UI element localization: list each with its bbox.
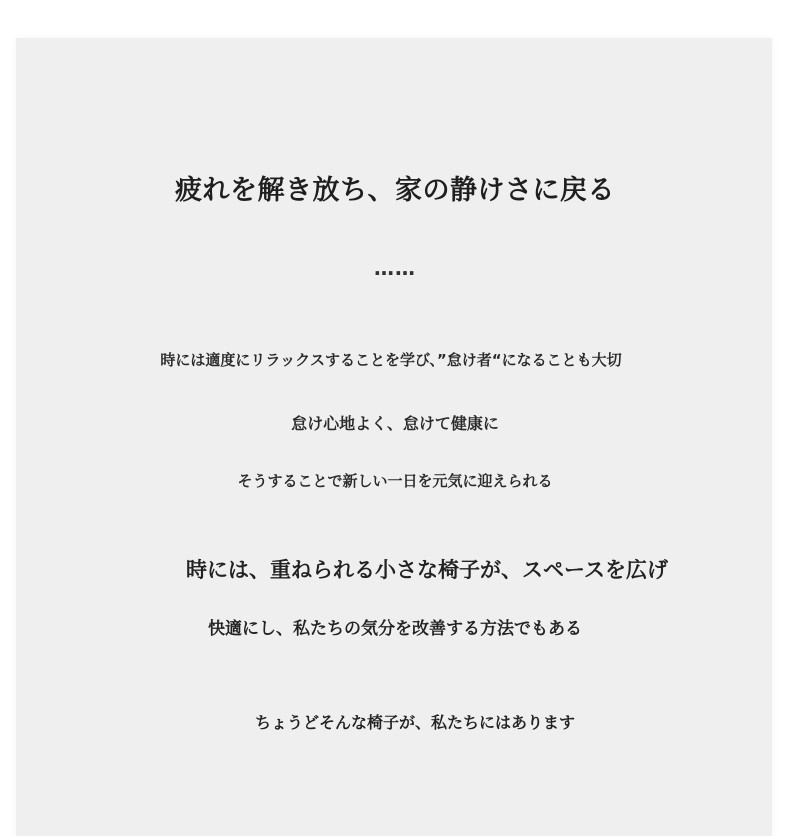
paragraph-line: 快適にし、私たちの気分を改善する方法でもある: [208, 619, 582, 639]
paragraph-line: 怠け心地よく、怠けて健康に: [291, 414, 499, 433]
headline: 疲れを解き放ち、家の静けさに戻る: [175, 175, 615, 206]
paragraph-line: そうすることで新しい一日を元気に迎えられる: [237, 472, 553, 490]
paragraph-line: 時には、重ねられる小さな椅子が、スペースを広げ: [186, 558, 668, 582]
divider-dots: ……: [374, 256, 416, 280]
paragraph-line: 時には適度にリラックスすることを学び、”怠け者“になることも大切: [160, 351, 622, 369]
paragraph-line: ちょうどそんな椅子が、私たちにはあります: [254, 713, 575, 732]
